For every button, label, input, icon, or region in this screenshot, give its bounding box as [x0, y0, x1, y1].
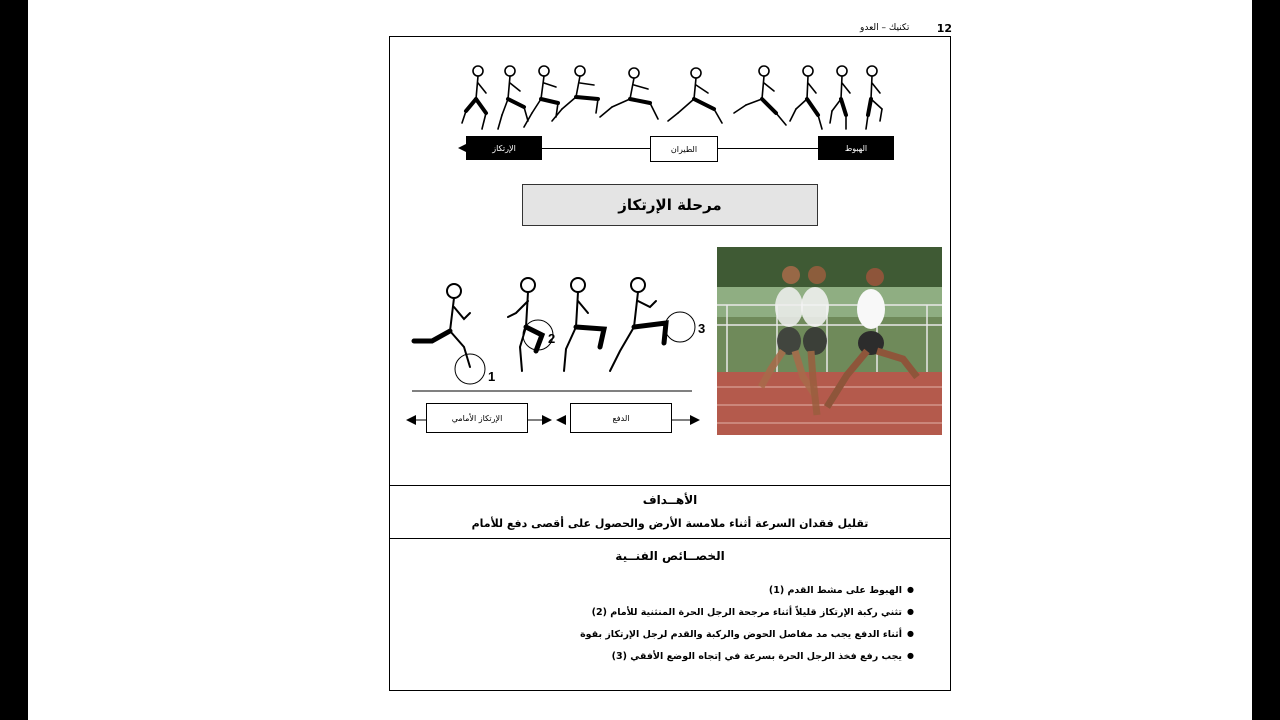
goals-title: الأهــداف [642, 493, 698, 507]
page-number: 12 [936, 22, 952, 35]
document-page [389, 36, 951, 691]
right-black-bar [1252, 0, 1280, 720]
goals-text: تقليل فقدان السرعة أثناء ملامسة الأرض والحصول على أقصى دفع للأمام [471, 517, 869, 530]
marker-1: 1 [488, 369, 496, 384]
sprint-photo [717, 247, 942, 435]
section-title: مرحلة الإرتكاز [522, 184, 818, 226]
list-item: ● أثناء الدفع يجب مد مفاصل الحوض والركبة والقدم لرجل الإرتكاز بقوة [474, 629, 914, 640]
list-item: ● يجب رفع فخذ الرجل الحرة بسرعة في إتجاه الوضع الأفقي (3) [474, 651, 914, 662]
technical-title: الخصــائص الفنــية [615, 549, 725, 563]
list-item: ● تثني ركبة الإرتكاز قليلاً أثناء مرجحة الرجل الحرة المنثنية للأمام (2) [474, 607, 914, 618]
list-item: ● الهبوط على مشط القدم (1) [474, 585, 914, 596]
label-push: الدفع [570, 403, 672, 433]
left-black-bar [0, 0, 28, 720]
phase-landing: الهبوط [818, 136, 894, 160]
runner-sequence-illustration [458, 63, 898, 135]
divider-technical [390, 538, 950, 539]
marker-3: 3 [698, 321, 706, 336]
page-header [830, 22, 952, 36]
support-phase-diagram [402, 273, 706, 433]
phase-bar [466, 134, 894, 162]
technical-list [474, 585, 914, 673]
marker-2: 2 [548, 331, 556, 346]
header-title: تكنيك – العدو [860, 23, 910, 33]
divider-goals [390, 485, 950, 486]
phase-support: الإرتكاز [466, 136, 542, 160]
phase-flight: الطيران [650, 136, 718, 162]
label-front-support: الإرتكاز الأمامي [426, 403, 528, 433]
